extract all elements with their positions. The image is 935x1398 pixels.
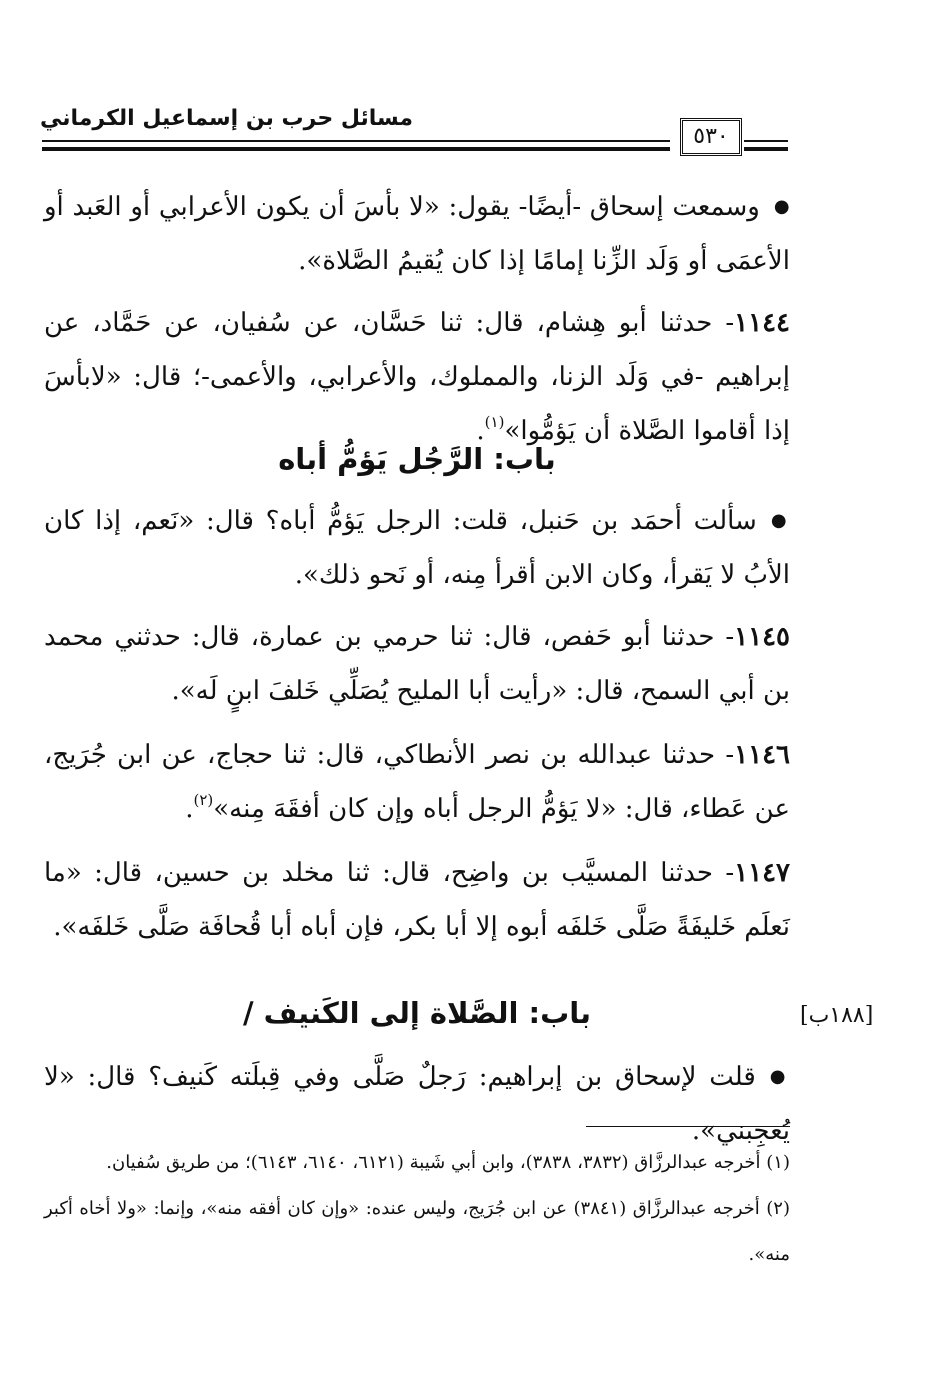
hadith-text: - حدثنا أبو حَفص، قال: ثنا حرمي بن عمارة، قال: حدثني محمد بن أبي السمح، قال: «رأيت أبا المليح يُصَلِّي خَلفَ ابنٍ لَه». (44, 622, 790, 706)
hadith-text: - حدثنا أبو هِشام، قال: ثنا حَسَّان، عن سُفيان، عن حَمَّاد، عن إبراهيم -في وَلَد الزنا، والمملوك، والأعرابي، والأعمى-؛ قال: «لابأسَ إذا أقاموا الصَّلاة أن يَؤمُّوا» (44, 308, 790, 446)
hadith-1144: ١١٤٤- حدثنا أبو هِشام، قال: ثنا حَسَّان، عن سُفيان، عن حَمَّاد، عن إبراهيم -في وَلَد الزنا، والمملوك، والأعرابي، والأعمى-؛ قال: «لابأسَ إذا أقاموا الصَّلاة أن يَؤمُّوا»$^{(١)}$. (44, 308, 790, 446)
footnote-1: (١) أخرجه عبدالرزَّاق (٣٨٣٢، ٣٨٣٨)، وابن أبي شَيبة (٦١٢١، ٦١٤٠، ٦١٤٣)؛ من طريق سُفيان. (106, 1152, 790, 1173)
book-title: مسائل حرب بن إسماعيل الكرماني (40, 106, 414, 131)
section-heading-latrine: باب: الصَّلاة إلى الكَنيف / (242, 996, 592, 1030)
header-rule-short (744, 140, 788, 151)
footnote-ref-1: (١) (484, 413, 505, 431)
paragraph-text: قلت لإسحاق بن إبراهيم: رَجلٌ صَلَّى وفي قِبلَته كَنيف؟ قال: «لا يُعجِبني». (44, 1062, 790, 1146)
footnote-ref-2: (٢) (193, 791, 214, 809)
header-rule (42, 140, 670, 151)
section-heading-father: باب: الرَّجُل يَؤمُّ أباه (278, 442, 556, 476)
hadith-text: - حدثنا المسيَّب بن واضِح، قال: ثنا مخلد بن حسين، قال: «ما نَعلَم خَليفَةً صَلَّى خَلفَه أبوه إلا أبا بكر، فإن أباه أبا قُحافَة صَلَّى خَلفَه». (44, 858, 790, 942)
paragraph-text: وسمعت إسحاق -أيضًا- يقول: «لا بأسَ أن يكون الأعرابي أو العَبد أو الأعمَى أو وَلَد الزِّنا إمامًا إذا كان يُقيمُ الصَّلاة». (44, 192, 790, 276)
paragraph-ishaq-statement (44, 180, 790, 288)
hadith-1147 (44, 846, 790, 954)
manuscript-folio-note: [١٨٨ب] (800, 1003, 874, 1028)
footnote-2: (٢) أخرجه عبدالرزَّاق (٣٨٤١) عن ابن جُرَيج، وليس عنده: «وإن كان أفقه منه»، وإنما: «ولا أخاه أكبر منه». (44, 1198, 790, 1265)
paragraph-ahmad-question (44, 494, 790, 602)
footnote-separator (586, 1126, 790, 1127)
hadith-number: ١١٤٤ (734, 308, 790, 338)
hadith-1145 (44, 610, 790, 718)
hadith-1146: ١١٤٦- حدثنا عبدالله بن نصر الأنطاكي، قال: ثنا حجاج، عن ابن جُرَيج، عن عَطاء، قال: «لا يَؤمُّ الرجل أباه وإن كان أفقَهَ مِنه»$^{(٢)}$. (44, 740, 790, 824)
hadith-number: ١١٤٧ (734, 858, 790, 888)
page-number: ٥٣٠ (680, 118, 742, 156)
paragraph-text: سألت أحمَد بن حَنبل، قلت: الرجل يَؤمُّ أباه؟ قال: «نَعم، إذا كان الأبُ لا يَقرأ، وكان الابن أقرأ مِنه، أو نَحو ذلك». (44, 506, 790, 590)
hadith-number: ١١٤٦ (734, 740, 790, 770)
hadith-text: - حدثنا عبدالله بن نصر الأنطاكي، قال: ثنا حجاج، عن ابن جُرَيج، عن عَطاء، قال: «لا يَؤمُّ الرجل أباه وإن كان أفقَهَ مِنه» (44, 740, 790, 824)
hadith-number: ١١٤٥ (734, 622, 790, 652)
